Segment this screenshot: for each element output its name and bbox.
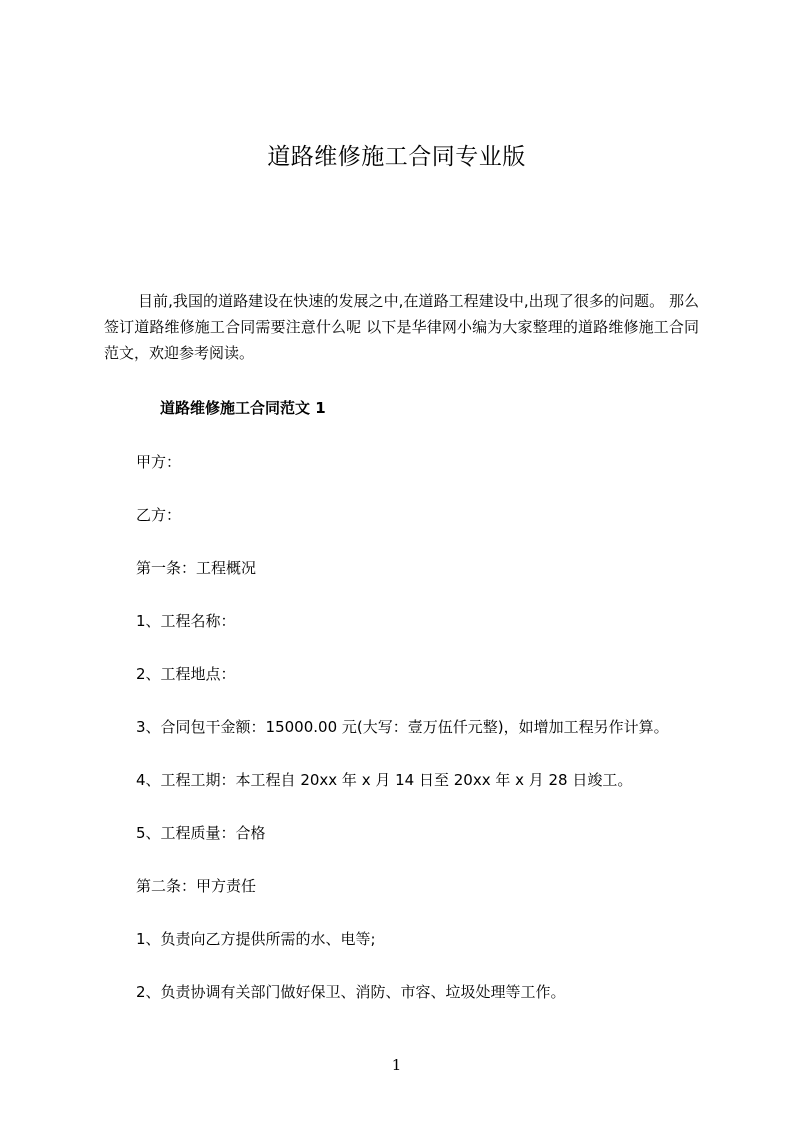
party-a-duty-2: 2、负责协调有关部门做好保卫、消防、市容、垃圾处理等工作。 bbox=[136, 983, 566, 1001]
project-name-line: 1、工程名称： bbox=[136, 612, 236, 630]
section-heading: 道路维修施工合同范文 1 bbox=[160, 399, 326, 417]
project-quality-line: 5、工程质量：合格 bbox=[136, 824, 266, 842]
project-period-line: 4、工程工期：本工程自 20xx 年 x 月 14 日至 20xx 年 x 月 28 日竣工。 bbox=[136, 771, 633, 789]
party-b-line: 乙方： bbox=[136, 506, 182, 524]
party-a-duty-1: 1、负责向乙方提供所需的水、电等; bbox=[136, 930, 376, 948]
document-title: 道路维修施工合同专业版 bbox=[267, 144, 526, 170]
article-1-title: 第一条：工程概况 bbox=[136, 559, 257, 577]
article-2-title: 第二条：甲方责任 bbox=[136, 877, 257, 895]
intro-paragraph: 目前,我国的道路建设在快速的发展之中,在道路工程建设中,出现了很多的问题。 那么签订道路维修施工合同需要注意什么呢 以下是华律网小编为大家整理的道路维修施工合同范文，欢迎参考阅读。 bbox=[104, 292, 699, 362]
project-location-line: 2、工程地点： bbox=[136, 665, 236, 683]
contract-amount-line: 3、合同包干金额：15000.00 元(大写：壹万伍仟元整)，如增加工程另作计算。 bbox=[136, 718, 669, 736]
page-number: 1 bbox=[391, 1056, 402, 1074]
party-a-line: 甲方： bbox=[136, 453, 182, 471]
